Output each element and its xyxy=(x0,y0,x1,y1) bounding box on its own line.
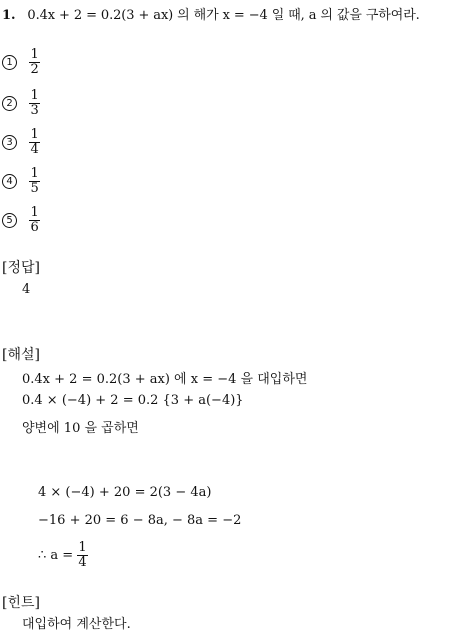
fraction-numerator: 1 xyxy=(30,166,39,181)
solution-fraction xyxy=(77,541,87,570)
fraction-denominator: 6 xyxy=(30,220,39,235)
fraction-numerator: 1 xyxy=(30,88,39,103)
hint-text: 대입하여 계산한다. xyxy=(22,617,131,632)
choice-2[interactable] xyxy=(2,89,40,119)
solution-step-3 xyxy=(38,541,88,570)
solution-step-1: 4 × (−4) + 20 = 2(3 − 4a) xyxy=(38,485,212,500)
choice-marker: 1 xyxy=(2,55,17,70)
choice-fraction xyxy=(29,48,39,77)
choice-marker: 2 xyxy=(2,96,17,111)
choice-fraction xyxy=(29,206,39,235)
choice-marker: 3 xyxy=(2,135,17,150)
choice-4[interactable] xyxy=(2,167,40,197)
solution-step-3-prefix: ∴ a = xyxy=(38,548,74,563)
fraction-denominator: 5 xyxy=(30,181,39,196)
explanation-line-1: 0.4x + 2 = 0.2(3 + ax) 에 x = −4 을 대입하면 xyxy=(22,372,308,387)
fraction-numerator: 1 xyxy=(30,205,39,220)
hint-label: [힌트] xyxy=(2,595,40,611)
answer-value: 4 xyxy=(22,282,31,297)
choice-fraction xyxy=(29,128,39,157)
choice-fraction xyxy=(29,167,39,196)
explanation-line-3: 양변에 10 을 곱하면 xyxy=(22,421,139,436)
choice-5[interactable] xyxy=(2,206,40,236)
fraction-numerator: 1 xyxy=(30,47,39,62)
fraction-denominator: 4 xyxy=(78,555,87,570)
fraction-denominator: 3 xyxy=(30,103,39,118)
solution-step-2: −16 + 20 = 6 − 8a, − 8a = −2 xyxy=(38,513,242,528)
fraction-numerator: 1 xyxy=(30,127,39,142)
fraction-numerator: 1 xyxy=(78,540,87,555)
problem-number: 1. xyxy=(2,8,16,23)
choice-marker: 4 xyxy=(2,174,17,189)
problem-text: 0.4x + 2 = 0.2(3 + ax) 의 해가 x = −4 일 때, a 의 값을 구하여라. xyxy=(27,8,420,23)
choice-1[interactable] xyxy=(2,48,40,78)
fraction-denominator: 4 xyxy=(30,142,39,157)
choice-fraction xyxy=(29,89,39,118)
choice-marker: 5 xyxy=(2,213,17,228)
problem-statement xyxy=(2,4,420,23)
explanation-label: [해설] xyxy=(2,347,40,363)
explanation-line-2: 0.4 × (−4) + 2 = 0.2 {3 + a(−4)} xyxy=(22,393,244,408)
answer-label: [정답] xyxy=(2,260,40,276)
choice-3[interactable] xyxy=(2,128,40,158)
fraction-denominator: 2 xyxy=(30,62,39,77)
